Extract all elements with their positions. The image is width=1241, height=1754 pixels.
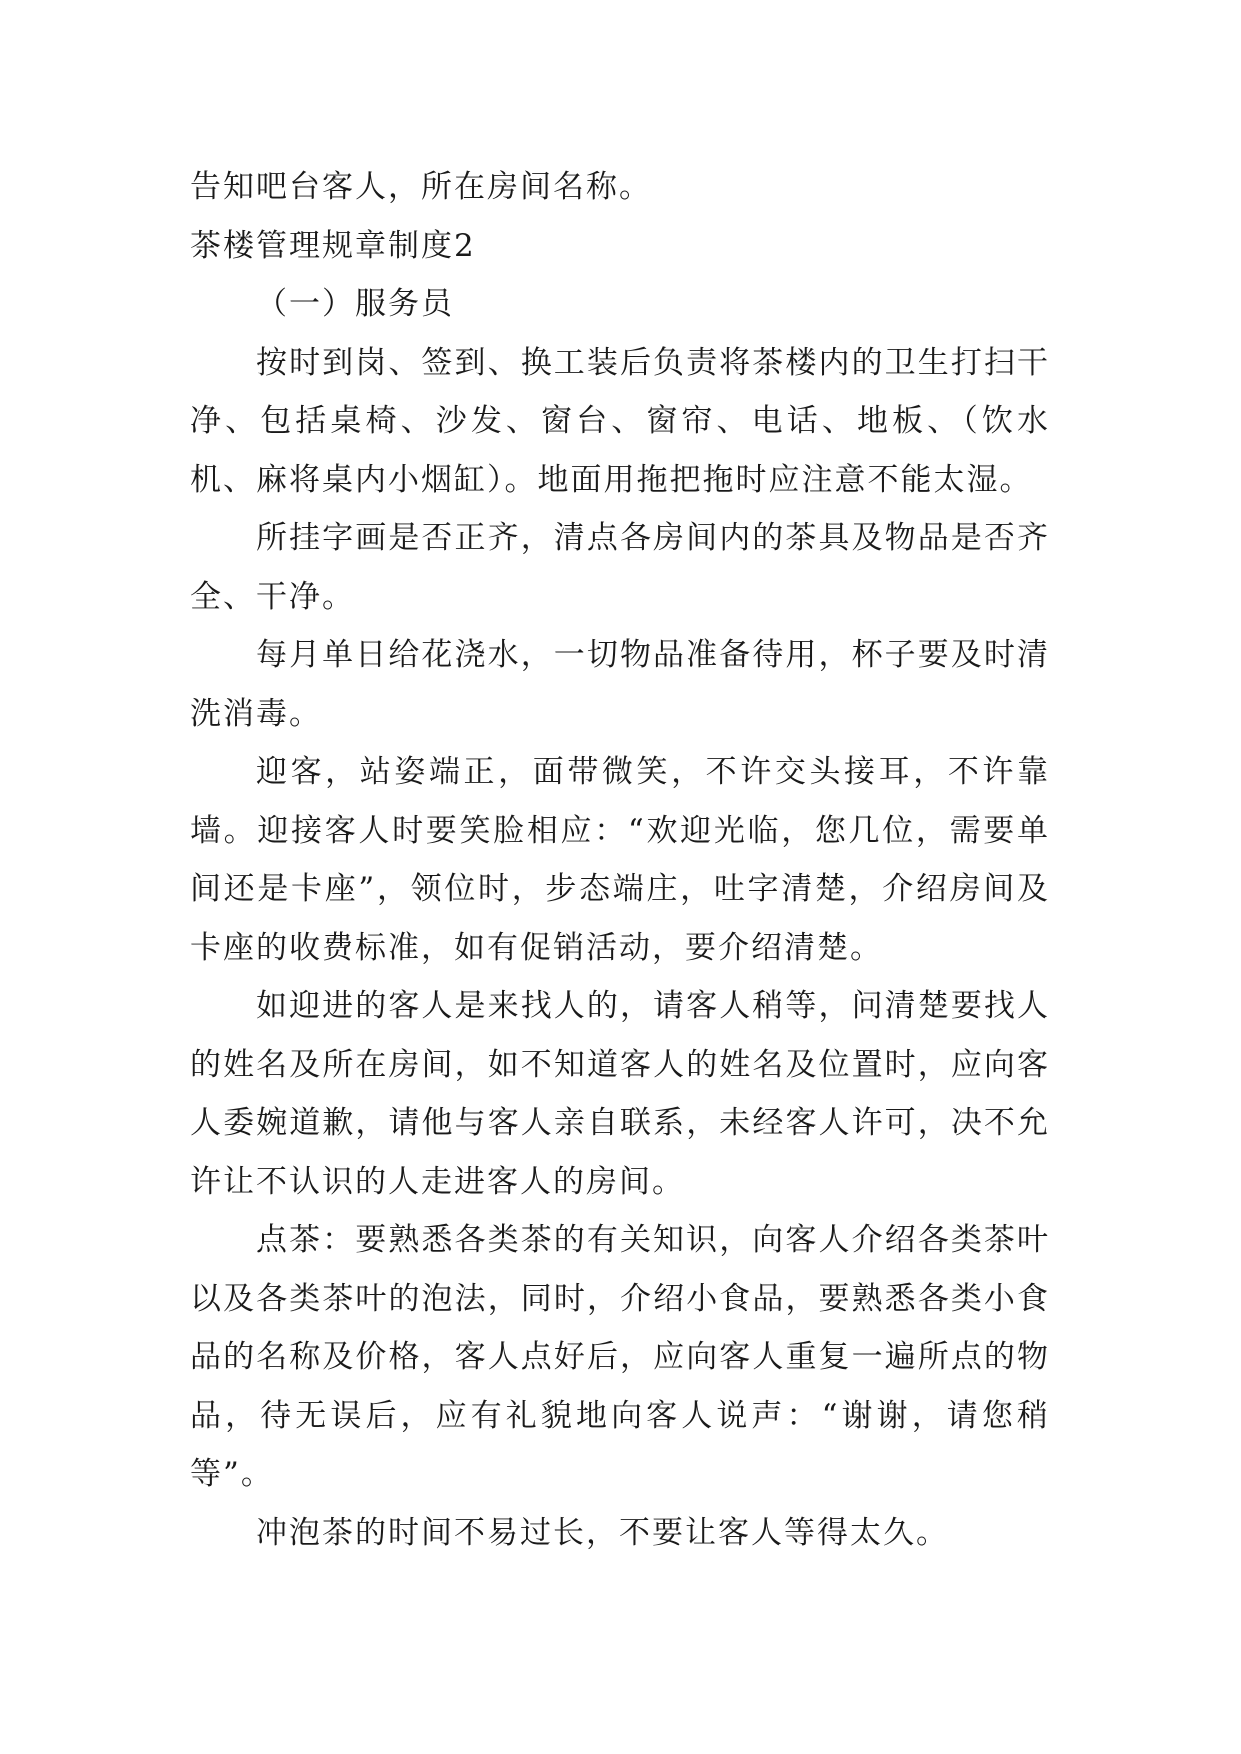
body-paragraph: 如迎进的客人是来找人的，请客人稍等，问清楚要找人的姓名及所在房间，如不知道客人的姓名及位置时，应向客人委婉道歉，请他与客人亲自联系，未经客人许可，决不允许让不认识的人走进客人的房间。: [190, 988, 1050, 1200]
section-heading: （一）服务员: [256, 286, 454, 322]
body-paragraph: 所挂字画是否正齐，清点各房间内的茶具及物品是否齐全、干净。: [190, 520, 1050, 615]
body-paragraph: 冲泡茶的时间不易过长，不要让客人等得太久。: [256, 1514, 949, 1551]
body-paragraph: 迎客，站姿端正，面带微笑，不许交头接耳，不许靠墙。迎接客人时要笑脸相应：“欢迎光临，您几位，需要单间还是卡座”，领位时，步态端庄，吐字清楚，介绍房间及卡座的收费标准，如有促销活动，要介绍清楚。: [190, 754, 1050, 966]
document-body: [190, 158, 1050, 1562]
document-title: 茶楼管理规章制度2: [190, 227, 476, 264]
body-paragraph: 告知吧台客人，所在房间名称。: [190, 169, 652, 205]
body-paragraph: 每月单日给花浇水，一切物品准备待用，杯子要及时清洗消毒。: [190, 637, 1050, 732]
body-paragraph: 按时到岗、签到、换工装后负责将茶楼内的卫生打扫干净、包括桌椅、沙发、窗台、窗帘、电话、地板、（饮水机、麻将桌内小烟缸）。地面用拖把拖时应注意不能太湿。: [190, 344, 1050, 498]
body-paragraph: 点茶：要熟悉各类茶的有关知识，向客人介绍各类茶叶以及各类茶叶的泡法，同时，介绍小食品，要熟悉各类小食品的名称及价格，客人点好后，应向客人重复一遍所点的物品，待无误后，应有礼貌地向客人说声：“谢谢，请您稍等”。: [190, 1222, 1050, 1492]
